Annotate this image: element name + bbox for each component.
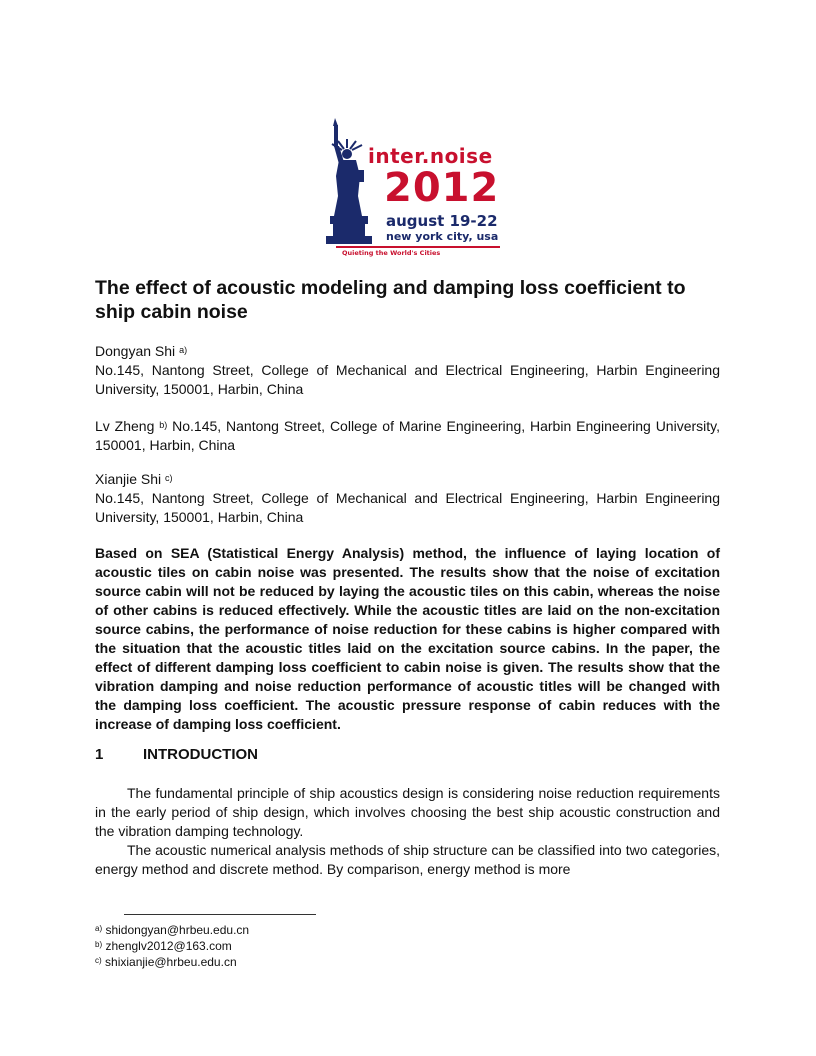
author-block-1	[95, 342, 720, 399]
logo-conference-name: inter.noise	[368, 144, 493, 168]
abstract: Based on SEA (Statistical Energy Analysis) method, the influence of laying location of acoustic tiles on cabin noise was presented. The results show that the noise of excitation source cabin will not be reduced by laying the acoustic tiles on this cabin, whereas the noise of other cabins is reduced effectively. While the acoustic titles are laid on the non-excitation source cabins, the performance of noise reduction for these cabins is higher compared with the situation that the acoustic titles laid on the excitation source cabins. In the paper, the effect of different damping loss coefficient to cabin noise is given. The results show that the vibration damping and noise reduction performance of acoustic titles will be changed with the damping loss coefficient. The acoustic pressure response of cabin reduces with the increase of damping loss coefficient.	[95, 545, 720, 732]
section-number: 1	[95, 746, 104, 763]
author-mark: c)	[165, 473, 173, 483]
author-affiliation: No.145, Nantong Street, College of Mechanical and Electrical Engineering, Harbin Engineering University, 150001, Harbin, China	[95, 490, 720, 525]
footnote-divider	[124, 914, 316, 915]
footnote	[95, 938, 249, 954]
footnote-mark: c)	[95, 956, 102, 965]
author-affiliation: No.145, Nantong Street, College of Mechanical and Electrical Engineering, Harbin Engineering University, 150001, Harbin, China	[95, 362, 720, 397]
footnote	[95, 954, 249, 970]
author-block-3	[95, 470, 720, 527]
paragraph: The acoustic numerical analysis methods of ship structure can be classified into two categories, energy method and discrete method. By comparison, energy method is more	[95, 842, 720, 877]
section-title: INTRODUCTION	[143, 746, 258, 763]
footnote-email: shidongyan@hrbeu.edu.cn	[105, 923, 250, 937]
conference-logo	[320, 116, 510, 260]
author-name: Lv Zheng	[95, 418, 155, 434]
footnote-mark: a)	[95, 924, 103, 933]
author-mark: b)	[159, 420, 168, 430]
footnote-email: shixianjie@hrbeu.edu.cn	[105, 955, 237, 969]
author-name: Dongyan Shi	[95, 343, 176, 359]
logo-dates: august 19-22	[386, 212, 498, 230]
author-affiliation: No.145, Nantong Street, College of Marine Engineering, Harbin Engineering University, 150001, Harbin, China	[95, 418, 721, 453]
footnotes	[95, 922, 249, 970]
logo-city: new york city, usa	[386, 230, 499, 243]
footnote	[95, 922, 249, 938]
introduction-body	[95, 784, 720, 879]
paragraph: The fundamental principle of ship acoustics design is considering noise reduction requirements in the early period of ship design, which involves choosing the best ship acoustic construction and the vibration damping technology.	[95, 785, 720, 839]
logo-tagline: Quieting the World's Cities	[342, 249, 441, 257]
paper-title: The effect of acoustic modeling and damping loss coefficient to ship cabin noise	[95, 277, 686, 323]
logo-year: 2012	[384, 165, 500, 211]
author-mark: a)	[179, 345, 188, 355]
section-heading	[95, 746, 258, 763]
footnote-email: zhenglv2012@163.com	[105, 939, 232, 953]
author-name: Xianjie Shi	[95, 471, 162, 487]
footnote-mark: b)	[95, 940, 103, 949]
author-block-2	[95, 417, 720, 455]
